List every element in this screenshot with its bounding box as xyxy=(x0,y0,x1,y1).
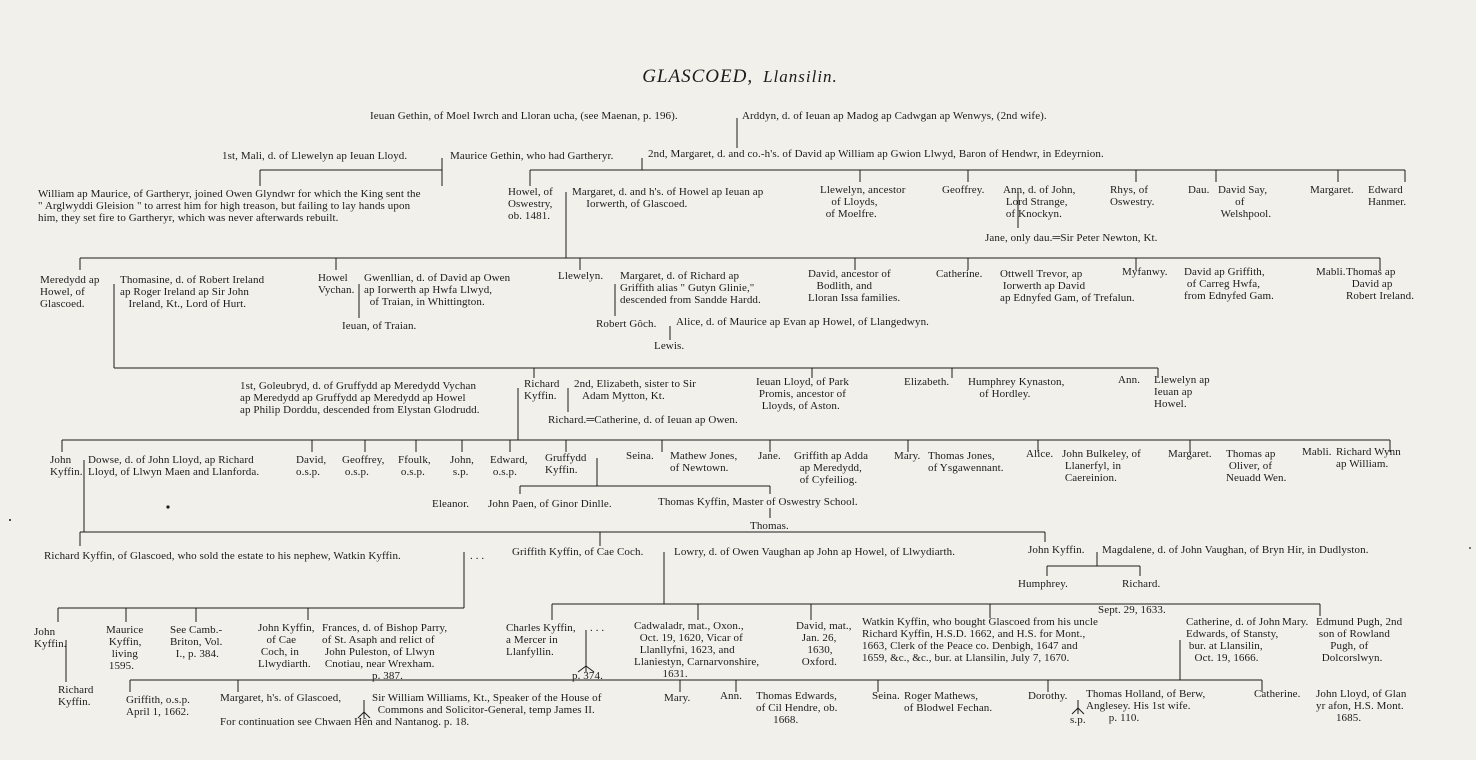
thomas: Thomas. xyxy=(750,520,789,532)
thomas-kyffin-master: Thomas Kyffin, Master of Oswestry School. xyxy=(658,496,858,508)
elizabeth: Elizabeth. xyxy=(904,376,950,388)
richard-catherine: Richard.═Catherine, d. of Ieuan ap Owen. xyxy=(548,414,738,426)
meredydd-ap-howel: Meredydd ap Howel, of Glascoed. xyxy=(40,274,100,310)
griffith-ap-adda: Griffith ap Adda ap Meredydd, of Cyfeiliog. xyxy=(794,450,869,486)
mary-g9: Mary. xyxy=(664,692,691,704)
gruffydd-kyffin: Gruffydd Kyffin. xyxy=(545,452,587,476)
thomas-ap-david: Thomas ap David ap Robert Ireland. xyxy=(1346,266,1415,302)
dorothy: Dorothy. xyxy=(1028,690,1068,702)
ann-strange: Ann, d. of John, Lord Strange, of Knockyn. xyxy=(1003,184,1076,220)
jane: Jane. xyxy=(758,450,781,462)
ieuan-gethin: Ieuan Gethin, of Moel Iwrch and Lloran ucha, (see Maenan, p. 196). xyxy=(370,110,678,122)
jane-newton: Jane, only dau.═Sir Peter Newton, Kt. xyxy=(985,232,1158,244)
roger-mathews: Roger Mathews, of Blodwel Fechan. xyxy=(904,690,993,714)
p374: p. 374. xyxy=(572,670,603,682)
catherine-g9: Catherine. xyxy=(1254,688,1301,700)
robert-goch: Robert Gôch. xyxy=(596,318,657,330)
dots-richard: . . . xyxy=(470,550,485,562)
catherine: Catherine. xyxy=(936,268,983,280)
howel-vychan: Howel Vychan. xyxy=(318,272,355,296)
page-title xyxy=(560,66,920,88)
seina-g9: Seina. xyxy=(872,690,900,702)
title-sub: Llansilin. xyxy=(763,67,838,86)
eleanor: Eleanor. xyxy=(432,498,470,510)
william-ap-maurice: William ap Maurice, of Gartheryr, joined Owen Glyndwr for which the King sent the " Arglwyddi Gleision " to arrest him for high treason, but failing to lay hands upon him, they set fire to Gartheryr, which was never afterwards rebuilt. xyxy=(38,188,421,224)
john-sp: John, s.p. xyxy=(450,454,475,478)
john-kyffin-cae-coch: John Kyffin, of Cae Coch, in Llwydiarth. xyxy=(258,622,315,670)
edmund-pugh: Edmund Pugh, 2nd son of Rowland Pugh, of Dolcorslwyn. xyxy=(1316,616,1403,664)
magdalene: Magdalene, d. of John Vaughan, of Bryn Hir, in Dudlyston. xyxy=(1102,544,1369,556)
edward-osp: Edward, o.s.p. xyxy=(490,454,528,478)
dots-charles: . . . xyxy=(590,622,605,634)
ottwell-trevor-wrap xyxy=(940,268,1002,280)
mary-g8: Mary. xyxy=(1282,616,1309,628)
elizabeth-mytton: 2nd, Elizabeth, sister to Sir Adam Mytton, Kt. xyxy=(574,378,697,402)
frances: Frances, d. of Bishop Parry, of St. Asaph and relict of John Puleston, of Llwyn Cnotiau, near Wrexham. xyxy=(322,622,448,670)
llewelyn: Llewelyn. xyxy=(558,270,604,282)
dowse: Dowse, d. of John Lloyd, ap Richard Lloyd, of Llwyn Maen and Llanforda. xyxy=(88,454,260,478)
richard-kyffin-g5: Richard Kyffin. xyxy=(524,378,560,402)
geoffrey-osp: Geoffrey, o.s.p. xyxy=(342,454,385,478)
llewelyn-moelfre: Llewelyn, ancestor of Lloyds, of Moelfre. xyxy=(820,184,906,220)
thomasine: Thomasine, d. of Robert Ireland ap Roger Ireland ap Sir John Ireland, Kt., Lord of Hurt. xyxy=(120,274,265,310)
ieuan-traian: Ieuan, of Traian. xyxy=(342,320,417,332)
david-say: David Say, of Welshpool. xyxy=(1218,184,1272,220)
griffith-kyffin-cae-coch: Griffith Kyffin, of Cae Coch. xyxy=(512,546,644,558)
john-kyffin-g6: John Kyffin. xyxy=(50,454,83,478)
mabli-g6: Mabli. xyxy=(1302,446,1332,458)
thomas-jones: Thomas Jones, of Ysgawennant. xyxy=(928,450,1004,474)
seina: Seina. xyxy=(626,450,654,462)
p387: p. 387. xyxy=(372,670,403,682)
david-ap-griffith: David ap Griffith, of Carreg Hwfa, from Ednyfed Gam. xyxy=(1184,266,1274,302)
maurice-gethin: Maurice Gethin, who had Gartheryr. xyxy=(450,150,614,162)
margaret-glascoed: Margaret, h's. of Glascoed, xyxy=(220,692,342,704)
maurice-kyffin: Maurice Kyffin, living 1595. xyxy=(106,624,144,672)
richard-wynn: Richard Wynn ap William. xyxy=(1336,446,1401,470)
margaret-richard: Margaret, d. of Richard ap Griffith alias " Gutyn Glinie," descended from Sandde Hardd. xyxy=(620,270,761,306)
richard-g7: Richard. xyxy=(1122,578,1161,590)
continuation-note: For continuation see Chwaen Hên and Nantanog. p. 18. xyxy=(220,716,470,728)
griffith-osp: Griffith, o.s.p. April 1, 1662. xyxy=(126,694,191,718)
sp-dorothy: s.p. xyxy=(1070,714,1086,726)
mathew-jones: Mathew Jones, of Newtown. xyxy=(670,450,738,474)
rhys-oswestry: Rhys, of Oswestry. xyxy=(1110,184,1155,208)
john-kyffin-g7: John Kyffin. xyxy=(1028,544,1085,556)
watkin-kyffin: Watkin Kyffin, who bought Glascoed from his uncle Richard Kyffin, H.S.D. 1662, and H.S. for Mont., 1663, Clerk of the Peace co. Denbigh, 1647 and 1659, &c., &c., bur. at Llansilin, July 7, 1670. xyxy=(862,616,1098,664)
edward-hanmer: Edward Hanmer. xyxy=(1368,184,1407,208)
ieuan-lloyd: Ieuan Lloyd, of Park Promis, ancestor of Lloyds, of Aston. xyxy=(756,376,850,412)
arddyn: Arddyn, d. of Ieuan ap Madog ap Cadwgan ap Wenwys, (2nd wife). xyxy=(742,110,1047,122)
dau: Dau. xyxy=(1188,184,1210,196)
margaret-howel: Margaret, d. and h's. of Howel ap Ieuan ap Iorwerth, of Glascoed. xyxy=(572,186,764,210)
john-lloyd-glan: John Lloyd, of Glan yr afon, H.S. Mont. 1685. xyxy=(1316,688,1407,724)
lowry: Lowry, d. of Owen Vaughan ap John ap Howel, of Llwydiarth. xyxy=(674,546,956,558)
john-bulkeley: John Bulkeley, of Llanerfyl, in Caereinion. xyxy=(1062,448,1141,484)
ann-g5: Ann. xyxy=(1118,374,1141,386)
llewelyn-ap-ieuan: Llewelyn ap Ieuan ap Howel. xyxy=(1154,374,1210,410)
humphrey-kynaston: Humphrey Kynaston, of Hordley. xyxy=(968,376,1065,400)
myfanwy: Myfanwy. xyxy=(1122,266,1168,278)
thomas-ap-oliver: Thomas ap Oliver, of Neuadd Wen. xyxy=(1226,448,1287,484)
john-kyffin-g8: John Kyffin. xyxy=(34,626,67,650)
ffoulk-osp: Ffoulk, o.s.p. xyxy=(398,454,431,478)
cadwaladr: Cadwaladr, mat., Oxon., Oct. 19, 1620, Vicar of Llanllyfni, 1623, and Llaniestyn, Carnarvonshire, 1631. xyxy=(634,620,760,680)
catherine-edwards: Catherine, d. of John Edwards, of Stansty, bur. at Llansilin, Oct. 19, 1666. xyxy=(1186,616,1281,664)
alice-maurice: Alice, d. of Maurice ap Evan ap Howel, of Llangedwyn. xyxy=(676,316,930,328)
david-osp: David, o.s.p. xyxy=(296,454,327,478)
title-main: GLASCOED, xyxy=(642,66,754,87)
david-bodlith: David, ancestor of Bodlith, and Lloran Issa families. xyxy=(808,268,901,304)
goleubryd: 1st, Goleubryd, d. of Gruffydd ap Meredydd Vychan ap Meredydd ap Gruffydd ap Meredydd ap Howel ap Philip Dorddu, descended from Elystan Glodrudd. xyxy=(240,380,480,416)
thomas-holland: Thomas Holland, of Berw, Anglesey. His 1st wife. p. 110. xyxy=(1086,688,1206,724)
richard-kyffin-g9: Richard Kyffin. xyxy=(58,684,94,708)
margaret-hendwr: 2nd, Margaret, d. and co.-h's. of David ap William ap Gwion Llwyd, Baron of Hendwr, in Edeyrnion. xyxy=(648,148,1104,160)
margaret-g6: Margaret. xyxy=(1168,448,1212,460)
mali: 1st, Mali, d. of Llewelyn ap Ieuan Lloyd. xyxy=(222,150,408,162)
see-camb-briton: See Camb.- Briton, Vol. I., p. 384. xyxy=(170,624,223,660)
david-mat: David, mat., Jan. 26, 1630, Oxford. xyxy=(796,620,852,668)
sept-1633: Sept. 29, 1633. xyxy=(1098,604,1166,616)
sir-william-williams: Sir William Williams, Kt., Speaker of the House of Commons and Solicitor-General, temp James II. xyxy=(372,692,602,716)
margaret-hanmer: Margaret. xyxy=(1310,184,1354,196)
gwenllian: Gwenllian, d. of David ap Owen ap Iorwerth ap Hwfa Llwyd, of Traian, in Whittington. xyxy=(364,272,511,308)
mabli: Mabli. xyxy=(1316,266,1346,278)
ann-g9: Ann. xyxy=(720,690,743,702)
geoffrey: Geoffrey. xyxy=(942,184,985,196)
alice: Alice. xyxy=(1026,448,1054,460)
mary-g6: Mary. xyxy=(894,450,921,462)
ottwell-trevor: Ottwell Trevor, ap Iorwerth ap David ap Ednyfed Gam, of Trefalun. xyxy=(1000,268,1135,304)
charles-kyffin: Charles Kyffin, a Mercer in Llanfyllin. xyxy=(506,622,576,658)
lewis: Lewis. xyxy=(654,340,685,352)
thomas-edwards: Thomas Edwards, of Cil Hendre, ob. 1668. xyxy=(756,690,838,726)
richard-kyffin-glascoed: Richard Kyffin, of Glascoed, who sold the estate to his nephew, Watkin Kyffin. xyxy=(44,550,401,562)
humphrey: Humphrey. xyxy=(1018,578,1068,590)
howel-of-oswestry: Howel, of Oswestry, ob. 1481. xyxy=(508,186,553,222)
john-paen: John Paen, of Ginor Dinlle. xyxy=(488,498,612,510)
